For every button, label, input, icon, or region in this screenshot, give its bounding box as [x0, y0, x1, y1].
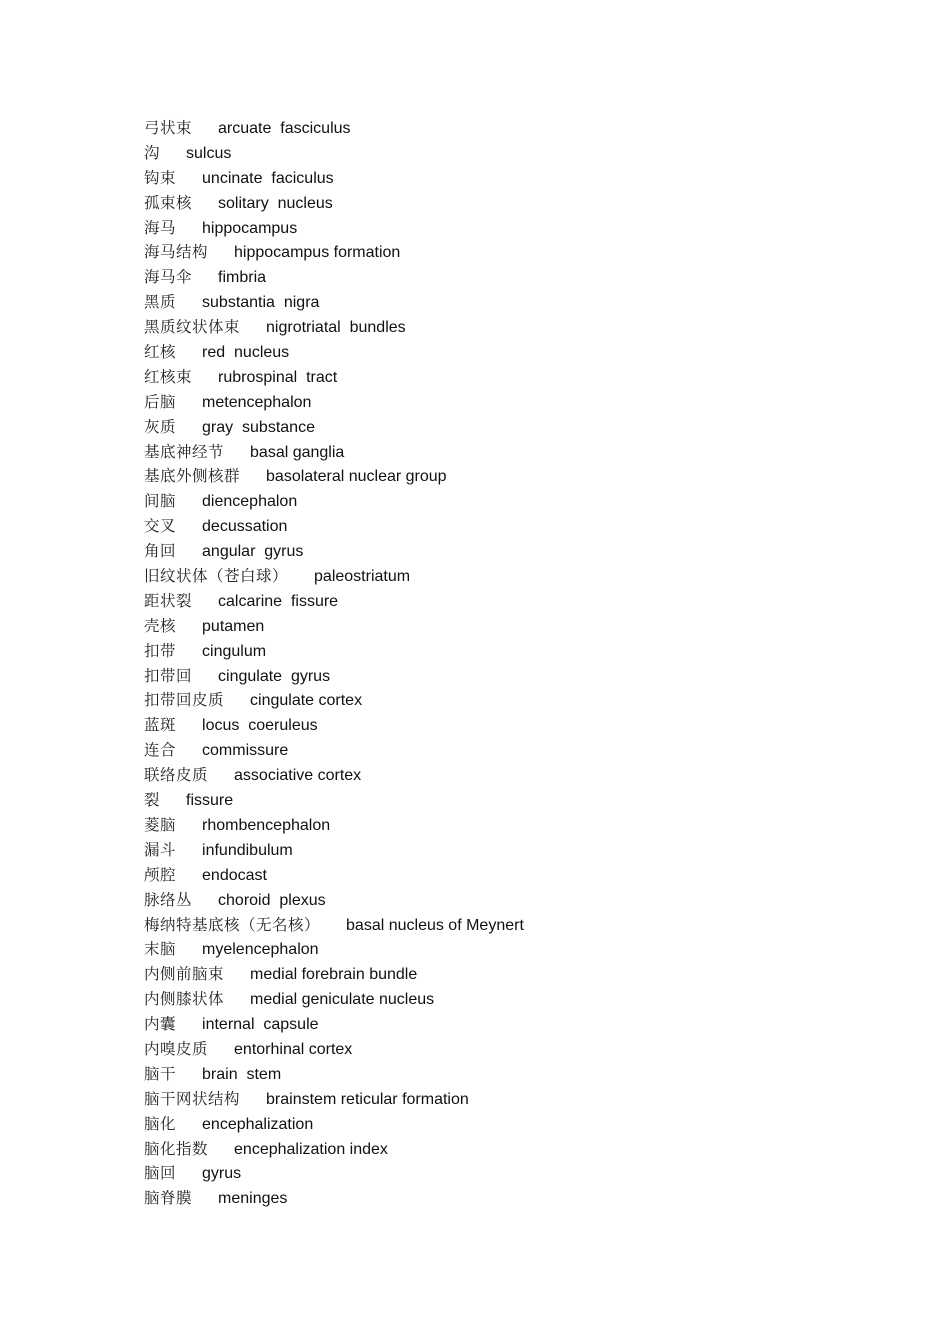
glossary-entry [144, 664, 524, 689]
term-english: cingulum [202, 642, 267, 660]
term-chinese: 蓝斑 [144, 716, 177, 735]
term-english: arcuate fasciculus [218, 120, 351, 137]
glossary-entry [144, 489, 524, 514]
term-english: diencephalon [202, 493, 298, 511]
term-chinese: 交叉 [144, 517, 177, 536]
term-chinese: 灰质 [144, 417, 177, 436]
term-english: cingulate gyrus [218, 667, 331, 685]
term-english: gray substance [202, 418, 315, 436]
term-english: sulcus [186, 144, 232, 162]
glossary-entry [144, 1137, 524, 1162]
term-chinese: 脑干 [144, 1064, 177, 1083]
term-chinese: 颅腔 [144, 865, 177, 884]
glossary-entry [144, 141, 524, 166]
term-english: endocast [202, 866, 267, 884]
term-chinese: 脉络丛 [144, 890, 193, 909]
term-english: hippocampus [202, 219, 298, 237]
term-english: basal nucleus of Meynert [346, 916, 524, 934]
glossary-entry [144, 116, 524, 141]
term-english: entorhinal cortex [234, 1040, 353, 1058]
glossary-entry [144, 290, 524, 315]
glossary-entry [144, 863, 524, 888]
glossary-entry [144, 738, 524, 763]
glossary-entry [144, 1112, 524, 1137]
term-chinese: 脑脊膜 [144, 1189, 193, 1208]
glossary-entry [144, 763, 524, 788]
term-english: encephalization [202, 1115, 314, 1133]
term-chinese: 海马结构 [144, 243, 209, 262]
term-english: red nucleus [202, 344, 290, 362]
term-english: meninges [218, 1190, 288, 1208]
term-chinese: 内嗅皮质 [144, 1039, 209, 1058]
glossary-entry [144, 415, 524, 440]
glossary-entry [144, 788, 524, 813]
glossary-entry [144, 216, 524, 241]
term-chinese: 扣带回皮质 [144, 691, 225, 710]
term-chinese: 基底外侧核群 [144, 467, 241, 486]
term-english: choroid plexus [218, 891, 326, 909]
term-chinese: 黑质 [144, 293, 177, 312]
glossary-entry [144, 987, 524, 1012]
term-english: cingulate cortex [250, 692, 363, 710]
term-chinese: 红核 [144, 343, 177, 362]
term-english: basal ganglia [250, 443, 345, 461]
term-english: medial forebrain bundle [250, 966, 418, 984]
glossary-entry [144, 888, 524, 913]
term-chinese: 扣带 [144, 641, 177, 660]
term-chinese: 内侧前脑束 [144, 965, 225, 984]
term-english: uncinate faciculus [202, 169, 334, 187]
glossary-entry [144, 340, 524, 365]
term-english: encephalization index [234, 1140, 388, 1158]
term-english: medial geniculate nucleus [250, 991, 435, 1009]
term-english: angular gyrus [202, 543, 304, 561]
glossary-entry [144, 1087, 524, 1112]
glossary-entry [144, 713, 524, 738]
term-english: myelencephalon [202, 941, 319, 959]
term-chinese: 距状裂 [144, 591, 193, 610]
term-chinese: 梅纳特基底核（无名核） [144, 915, 321, 934]
term-chinese: 菱脑 [144, 815, 177, 834]
glossary-entry [144, 838, 524, 863]
term-chinese: 间脑 [144, 492, 177, 511]
term-chinese: 联络皮质 [144, 766, 209, 785]
term-chinese: 基底神经节 [144, 442, 225, 461]
term-chinese: 裂 [144, 791, 161, 810]
glossary-entry [144, 191, 524, 216]
glossary-entry [144, 365, 524, 390]
term-chinese: 海马伞 [144, 268, 193, 287]
term-english: brainstem reticular formation [266, 1090, 469, 1108]
term-english: hippocampus formation [234, 244, 401, 262]
glossary-entry [144, 564, 524, 589]
glossary-entry [144, 639, 524, 664]
glossary-entry [144, 1062, 524, 1087]
glossary-entry [144, 1012, 524, 1037]
term-chinese: 沟 [144, 143, 161, 162]
term-english: brain stem [202, 1065, 282, 1083]
glossary-entry [144, 390, 524, 415]
term-english: solitary nucleus [218, 194, 333, 212]
term-chinese: 弓状束 [144, 119, 193, 137]
glossary-entry [144, 913, 524, 938]
glossary-entry [144, 614, 524, 639]
term-english: commissure [202, 742, 289, 760]
term-english: fissure [186, 792, 234, 810]
glossary-entry [144, 688, 524, 713]
glossary-entry [144, 240, 524, 265]
glossary-entry [144, 265, 524, 290]
glossary-entry [144, 962, 524, 987]
glossary-list [144, 116, 524, 1211]
term-chinese: 孤束核 [144, 193, 193, 212]
term-chinese: 脑回 [144, 1164, 177, 1183]
glossary-entry [144, 813, 524, 838]
glossary-entry [144, 440, 524, 465]
term-chinese: 角回 [144, 542, 177, 561]
term-chinese: 连合 [144, 741, 177, 760]
term-chinese: 黑质纹状体束 [144, 318, 241, 337]
term-english: internal capsule [202, 1016, 319, 1034]
term-chinese: 末脑 [144, 940, 177, 959]
term-english: gyrus [202, 1165, 242, 1183]
term-chinese: 海马 [144, 218, 177, 237]
term-english: nigrotriatal bundles [266, 319, 406, 337]
term-chinese: 红核束 [144, 367, 193, 386]
term-english: basolateral nuclear group [266, 468, 447, 486]
term-chinese: 壳核 [144, 616, 177, 635]
term-chinese: 脑干网状结构 [144, 1089, 241, 1108]
term-english: locus coeruleus [202, 717, 318, 735]
term-english: associative cortex [234, 767, 362, 785]
term-chinese: 扣带回 [144, 666, 193, 685]
glossary-entry [144, 464, 524, 489]
term-english: paleostriatum [314, 568, 411, 586]
term-english: fimbria [218, 269, 267, 287]
term-chinese: 内囊 [144, 1015, 177, 1034]
glossary-entry [144, 937, 524, 962]
term-english: rhombencephalon [202, 816, 331, 834]
glossary-entry [144, 514, 524, 539]
term-english: putamen [202, 617, 265, 635]
term-english: rubrospinal tract [218, 368, 338, 386]
term-chinese: 漏斗 [144, 840, 177, 859]
term-chinese: 脑化 [144, 1114, 177, 1133]
glossary-entry [144, 1161, 524, 1186]
glossary-entry [144, 166, 524, 191]
glossary-entry [144, 1186, 524, 1211]
term-chinese: 钩束 [144, 168, 177, 187]
term-chinese: 内侧膝状体 [144, 990, 225, 1009]
term-chinese: 旧纹状体（苍白球） [144, 567, 289, 586]
term-english: substantia nigra [202, 294, 320, 312]
glossary-entry [144, 539, 524, 564]
term-english: infundibulum [202, 841, 293, 859]
term-english: calcarine fissure [218, 592, 339, 610]
glossary-entry [144, 589, 524, 614]
glossary-entry [144, 315, 524, 340]
term-chinese: 脑化指数 [144, 1139, 209, 1158]
term-chinese: 后脑 [144, 392, 177, 411]
term-english: metencephalon [202, 393, 312, 411]
term-english: decussation [202, 518, 288, 536]
glossary-entry [144, 1037, 524, 1062]
